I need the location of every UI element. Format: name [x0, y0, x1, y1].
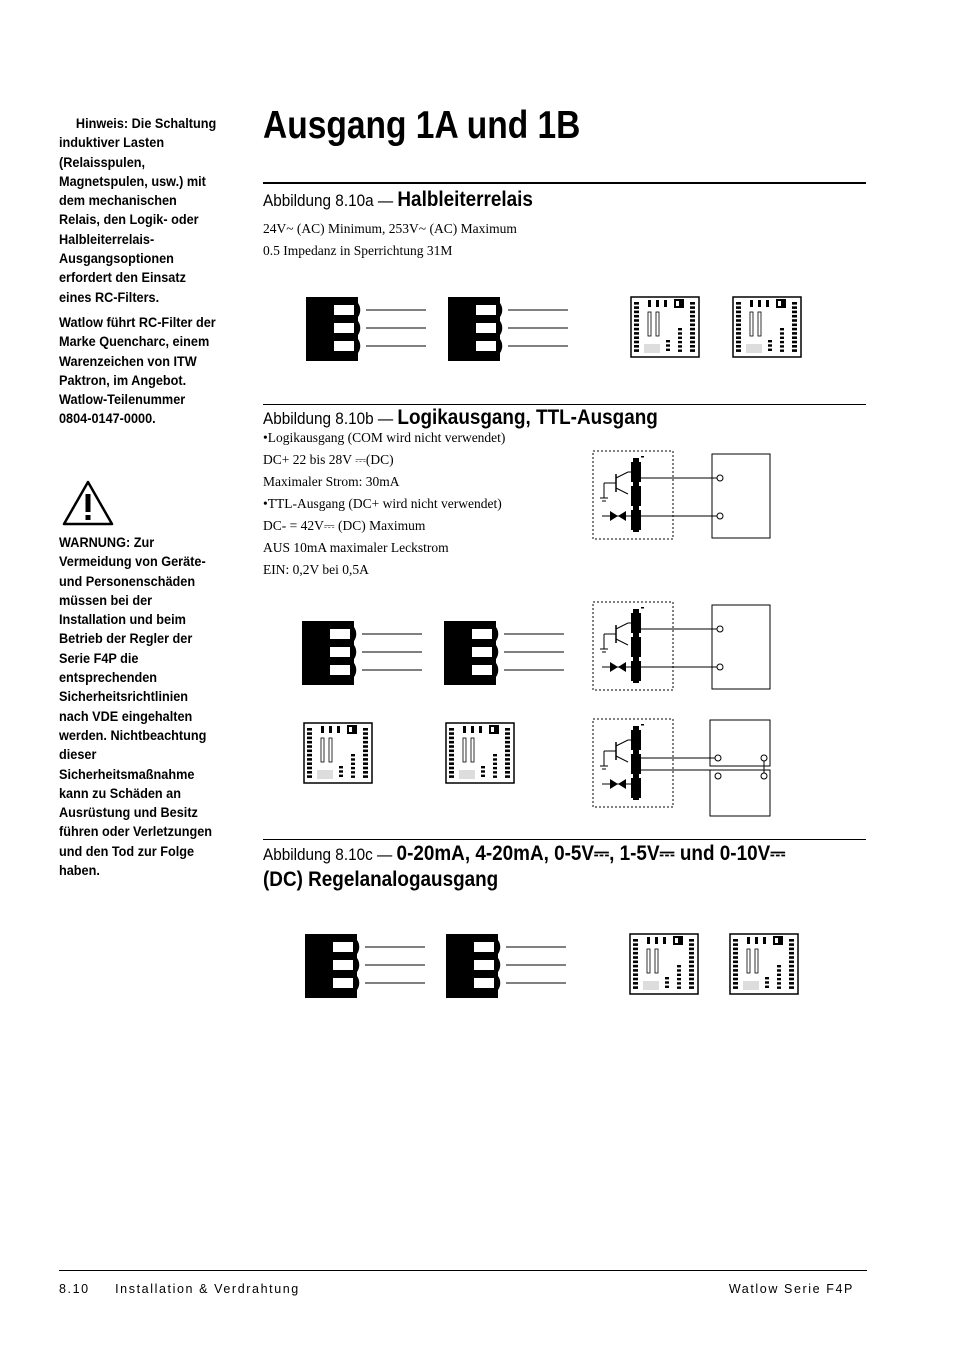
footer-section: 8.10 Installation & Verdrahtung: [59, 1282, 300, 1296]
fig-b-controller-back-1: [303, 722, 373, 784]
fig-b-logic-schematic-3: [592, 718, 774, 820]
fig-c-rule: [263, 839, 866, 840]
fig-a-spec: 24V~ (AC) Minimum, 253V~ (AC) Maximum: [263, 221, 517, 236]
fig-b-terminal-block-1: [302, 621, 424, 685]
title-rule: [263, 182, 866, 184]
warning-note-text: WARNUNG: Zur Vermeidung von Geräte- und Personenschäden müssen bei der Installation und beim Betrieb der Regler der Serie F4P die entsprechenden Sicherheitsrichtlinien nach VDE eingehalten werden. Nichtbeachtung dieser Sicherheitsmaßnahme kann zu Schäden an Ausrüstung und Besitz führen oder Verletzungen und den Tod zur Folge haben.: [59, 535, 213, 879]
note-rc-filter: [59, 313, 221, 429]
fig-b-controller-back-2: [445, 722, 515, 784]
warning-icon: [62, 480, 114, 526]
fig-a-terminal-block-1: [306, 297, 428, 361]
footer-manual-name: Watlow Serie F4P: [728, 1282, 854, 1296]
fig-b-label: Abbildung 8.10b —: [263, 409, 394, 428]
fig-c-terminal-block-2: [446, 934, 568, 998]
note-inductive-loads-text: Hinweis: Die Schaltung induktiver Lasten (Relaisspulen, Magnetspulen, usw.) mit dem mechanischen Relais, den Logik- oder Halbleiterrelais-Ausgangsoptionen erfordert den Einsatz eines RC-Filters.: [59, 116, 217, 305]
fig-b-spec: DC+ 22 bis 28V ⎓(DC): [263, 452, 394, 467]
warning-note: [59, 533, 221, 880]
fig-b-spec: DC- = 42V⎓ (DC) Maximum: [263, 518, 426, 533]
fig-b-title: Logikausgang, TTL-Ausgang: [397, 406, 658, 429]
fig-c-title-2: (DC) Regelanalogausgang: [263, 868, 499, 891]
fig-a-title: Halbleiterrelais: [397, 188, 533, 211]
fig-a-heading: [263, 188, 533, 212]
fig-c-heading: [263, 842, 785, 866]
page-title: Ausgang 1A und 1B: [263, 104, 581, 147]
fig-b-spec: •Logikausgang (COM wird nicht verwendet): [263, 430, 506, 445]
fig-b-spec: Maximaler Strom: 30mA: [263, 474, 400, 489]
fig-c-title: 0-20mA, 4-20mA, 0-5V⎓, 1-5V⎓ und 0-10V⎓: [396, 842, 786, 865]
fig-b-terminal-block-2: [444, 621, 566, 685]
fig-b-logic-schematic-2: [592, 601, 774, 693]
fig-b-spec: AUS 10mA maximaler Leckstrom: [263, 540, 449, 555]
fig-b-spec: •TTL-Ausgang (DC+ wird nicht verwendet): [263, 496, 502, 511]
footer-rule: [59, 1270, 867, 1271]
fig-b-heading: [263, 406, 658, 430]
fig-a-spec: 0.5 Impedanz in Sperrichtung 31M: [263, 243, 453, 258]
fig-c-label: Abbildung 8.10c —: [263, 845, 393, 864]
fig-a-controller-back-1: [630, 296, 700, 358]
fig-c-terminal-block-1: [305, 934, 427, 998]
fig-a-terminal-block-2: [448, 297, 570, 361]
note-rc-filter-text: Watlow führt RC-Filter der Marke Quencharc, einem Warenzeichen von ITW Paktron, im Angebot. Watlow-Teilenummer 0804-0147-0000.: [59, 315, 216, 427]
fig-c-controller-back-1: [629, 933, 699, 995]
note-inductive-loads: [59, 114, 221, 307]
fig-a-controller-back-2: [732, 296, 802, 358]
fig-b-rule: [263, 404, 866, 405]
fig-b-logic-schematic-1: [592, 450, 774, 542]
fig-c-controller-back-2: [729, 933, 799, 995]
fig-a-label: Abbildung 8.10a —: [263, 191, 394, 210]
fig-b-spec: EIN: 0,2V bei 0,5A: [263, 562, 369, 577]
